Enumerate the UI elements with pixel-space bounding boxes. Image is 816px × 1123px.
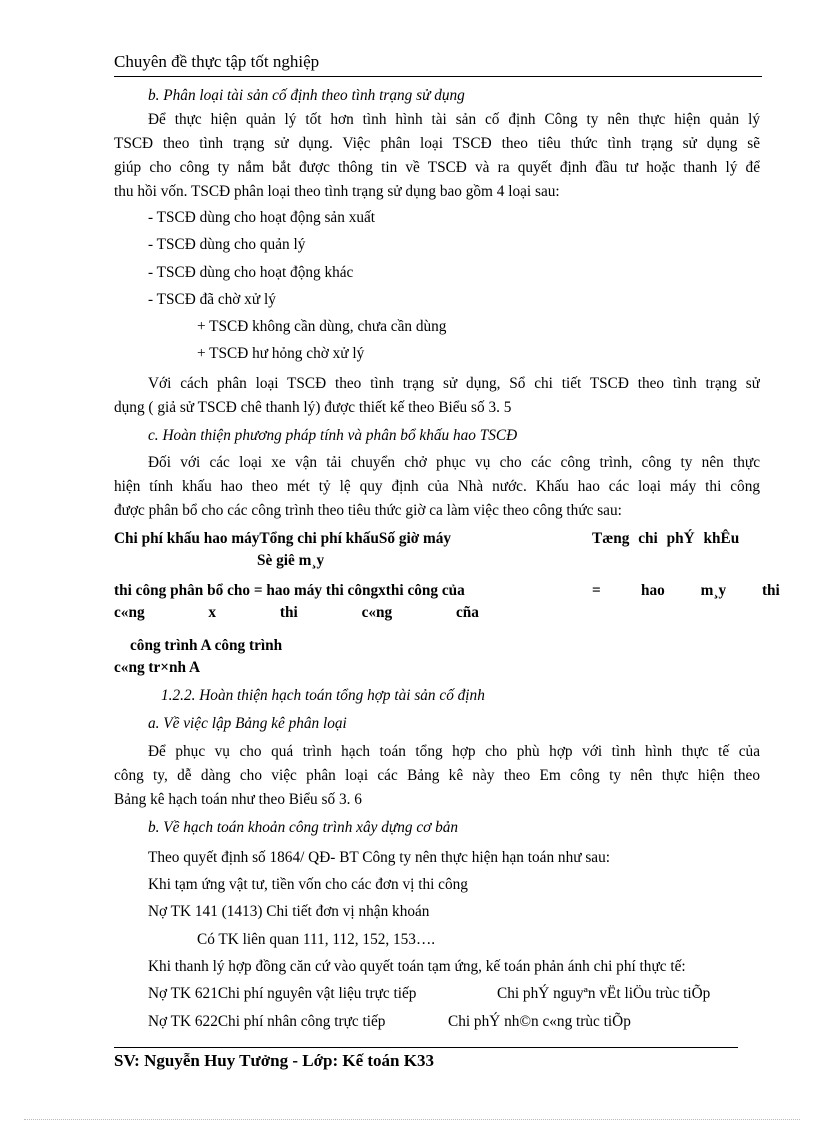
formula-text: c«ng tr×nh A [114,658,201,676]
journal-entry-description: Chi phÝ nguyªn vËt liÖu trùc tiÕp [497,985,711,1003]
paragraph-4-line-3: Bảng kê hạch toán như theo Biểu số 3. 6 [114,790,362,808]
formula-row-6 [114,656,760,684]
paragraph-2-line-1: Với cách phân loại TSCĐ theo tình trạng sử dụng, Sổ chi tiết TSCĐ theo tình trạng sử [148,374,760,392]
heading-b-capital-construction: b. Về hạch toán khoản công trình xây dựng cơ bản [148,818,459,836]
journal-entry [114,980,760,1007]
list-item: - TSCĐ dùng cho quản lý [148,236,306,254]
page-footer: SV: Nguyễn Huy Tưởng - Lớp: Kế toán K33 [114,1051,434,1070]
paragraph-3-line-2: hiện tính khấu hao theo mét tỷ lệ quy định của Nhà nước. Khấu hao các loại máy thi công [114,477,760,495]
heading-1-2-2: 1.2.2. Hoàn thiện hạch toán tổng hợp tài sản cố định [161,686,485,704]
journal-entry-account: Nợ TK 621Chi phí nguyên vật liệu trực tiếp [148,985,417,1003]
list-item: - TSCĐ đã chờ xử lý [148,290,276,308]
formula-row-2 [114,549,760,579]
formula-row-4 [114,601,760,634]
paragraph-2-line-2: dụng ( giả sử TSCĐ chê thanh lý) được thiết kế theo Biểu số 3. 5 [114,398,512,416]
body-line: Theo quyết định số 1864/ QĐ- BT Công ty nên thực hiện hạn toán như sau: [148,848,610,866]
paragraph-3-line-3: được phân bổ cho các công trình theo tiêu thức giờ ca làm việc theo công thức sau: [114,501,622,519]
sub-list-item: + TSCĐ hư hỏng chờ xử lý [197,345,365,363]
journal-entry-account: Nợ TK 622Chi phí nhân công trực tiếp [148,1012,386,1030]
body-line: Nợ TK 141 (1413) Chi tiết đơn vị nhận khoán [148,903,430,921]
sub-list-item: + TSCĐ không cần dùng, chưa cần dùng [197,318,447,336]
paragraph-1-line-1: Để thực hiện quản lý tốt hơn tình hình tài sản cố định Công ty nên thực hiện quản lý [148,111,760,128]
paragraph-4-line-2: công ty, dễ dàng cho việc phân loại các Bảng kê này theo Em công ty nên thực hiện theo [114,766,760,784]
paragraph-3-line-1: Đối với các loại xe vận tải chuyển chở phục vụ cho các công trình, công ty nên thực [148,453,760,471]
footer-divider [114,1047,738,1048]
heading-b-classification: b. Phân loại tài sản cố định theo tình trạng sử dụng [148,87,465,104]
heading-a-classification-list: a. Về việc lập Bảng kê phân loại [148,714,347,732]
formula-text: = [592,581,601,599]
heading-c-depreciation: c. Hoàn thiện phương pháp tính và phân bổ khấu hao TSCĐ [148,426,518,444]
journal-entry [114,1008,760,1035]
formula-text: thi công phân bổ cho = hao máy thi côngxthi công của [114,581,465,599]
formula-row-1 [114,527,760,549]
formula-text: Tæng chi phÝ khÊu [592,529,740,547]
list-item: - TSCĐ dùng cho hoạt động khác [148,263,354,281]
formula-text: c«ng x thi c«ng cña [114,603,479,621]
body-line: Khi tạm ứng vật tư, tiền vốn cho các đơn vị thi công [148,876,468,894]
formula-text: Sè giê m¸y [257,551,325,569]
paragraph-1-line-4: thu hồi vốn. TSCĐ phân loại theo tình trạng sử dụng bao gồm 4 loại sau: [114,183,560,200]
formula-text: công trình A công trình [130,636,283,654]
formula-row-3 [114,579,780,601]
paragraph-1-line-3: giúp cho công ty nắm bắt được thông tin về TSCĐ và ra quyết định đầu tư hoặc thanh lý để [114,159,760,176]
formula-text: hao m¸y thi [641,581,780,599]
list-item: - TSCĐ dùng cho hoạt động sản xuất [148,209,376,226]
page-header-title: Chuyên đề thực tập tốt nghiệp [114,52,320,71]
body-line: Có TK liên quan 111, 112, 152, 153…. [197,930,436,948]
document-body [114,84,780,1035]
formula-row-5 [114,634,760,656]
body-line: Khi thanh lý hợp đồng căn cứ vào quyết toán tạm ứng, kế toán phản ánh chi phí thực tế: [148,957,686,975]
paragraph-4-line-1: Để phục vụ cho quá trình hạch toán tổng hợp cho phù hợp với tình hình thực tế của [148,742,760,760]
formula-text: Chi phí khấu hao máyTổng chi phí khấuSố giờ máy [114,529,452,547]
header-divider [114,76,762,77]
journal-entry-description: Chi phÝ nh©n c«ng trùc tiÕp [448,1012,631,1030]
paragraph-1-line-2: TSCĐ theo tình trạng sử dụng. Việc phân loại TSCĐ theo tiêu thức tình trạng sử dụng sẽ [114,135,760,152]
page-bottom-dotted-line [24,1119,800,1120]
